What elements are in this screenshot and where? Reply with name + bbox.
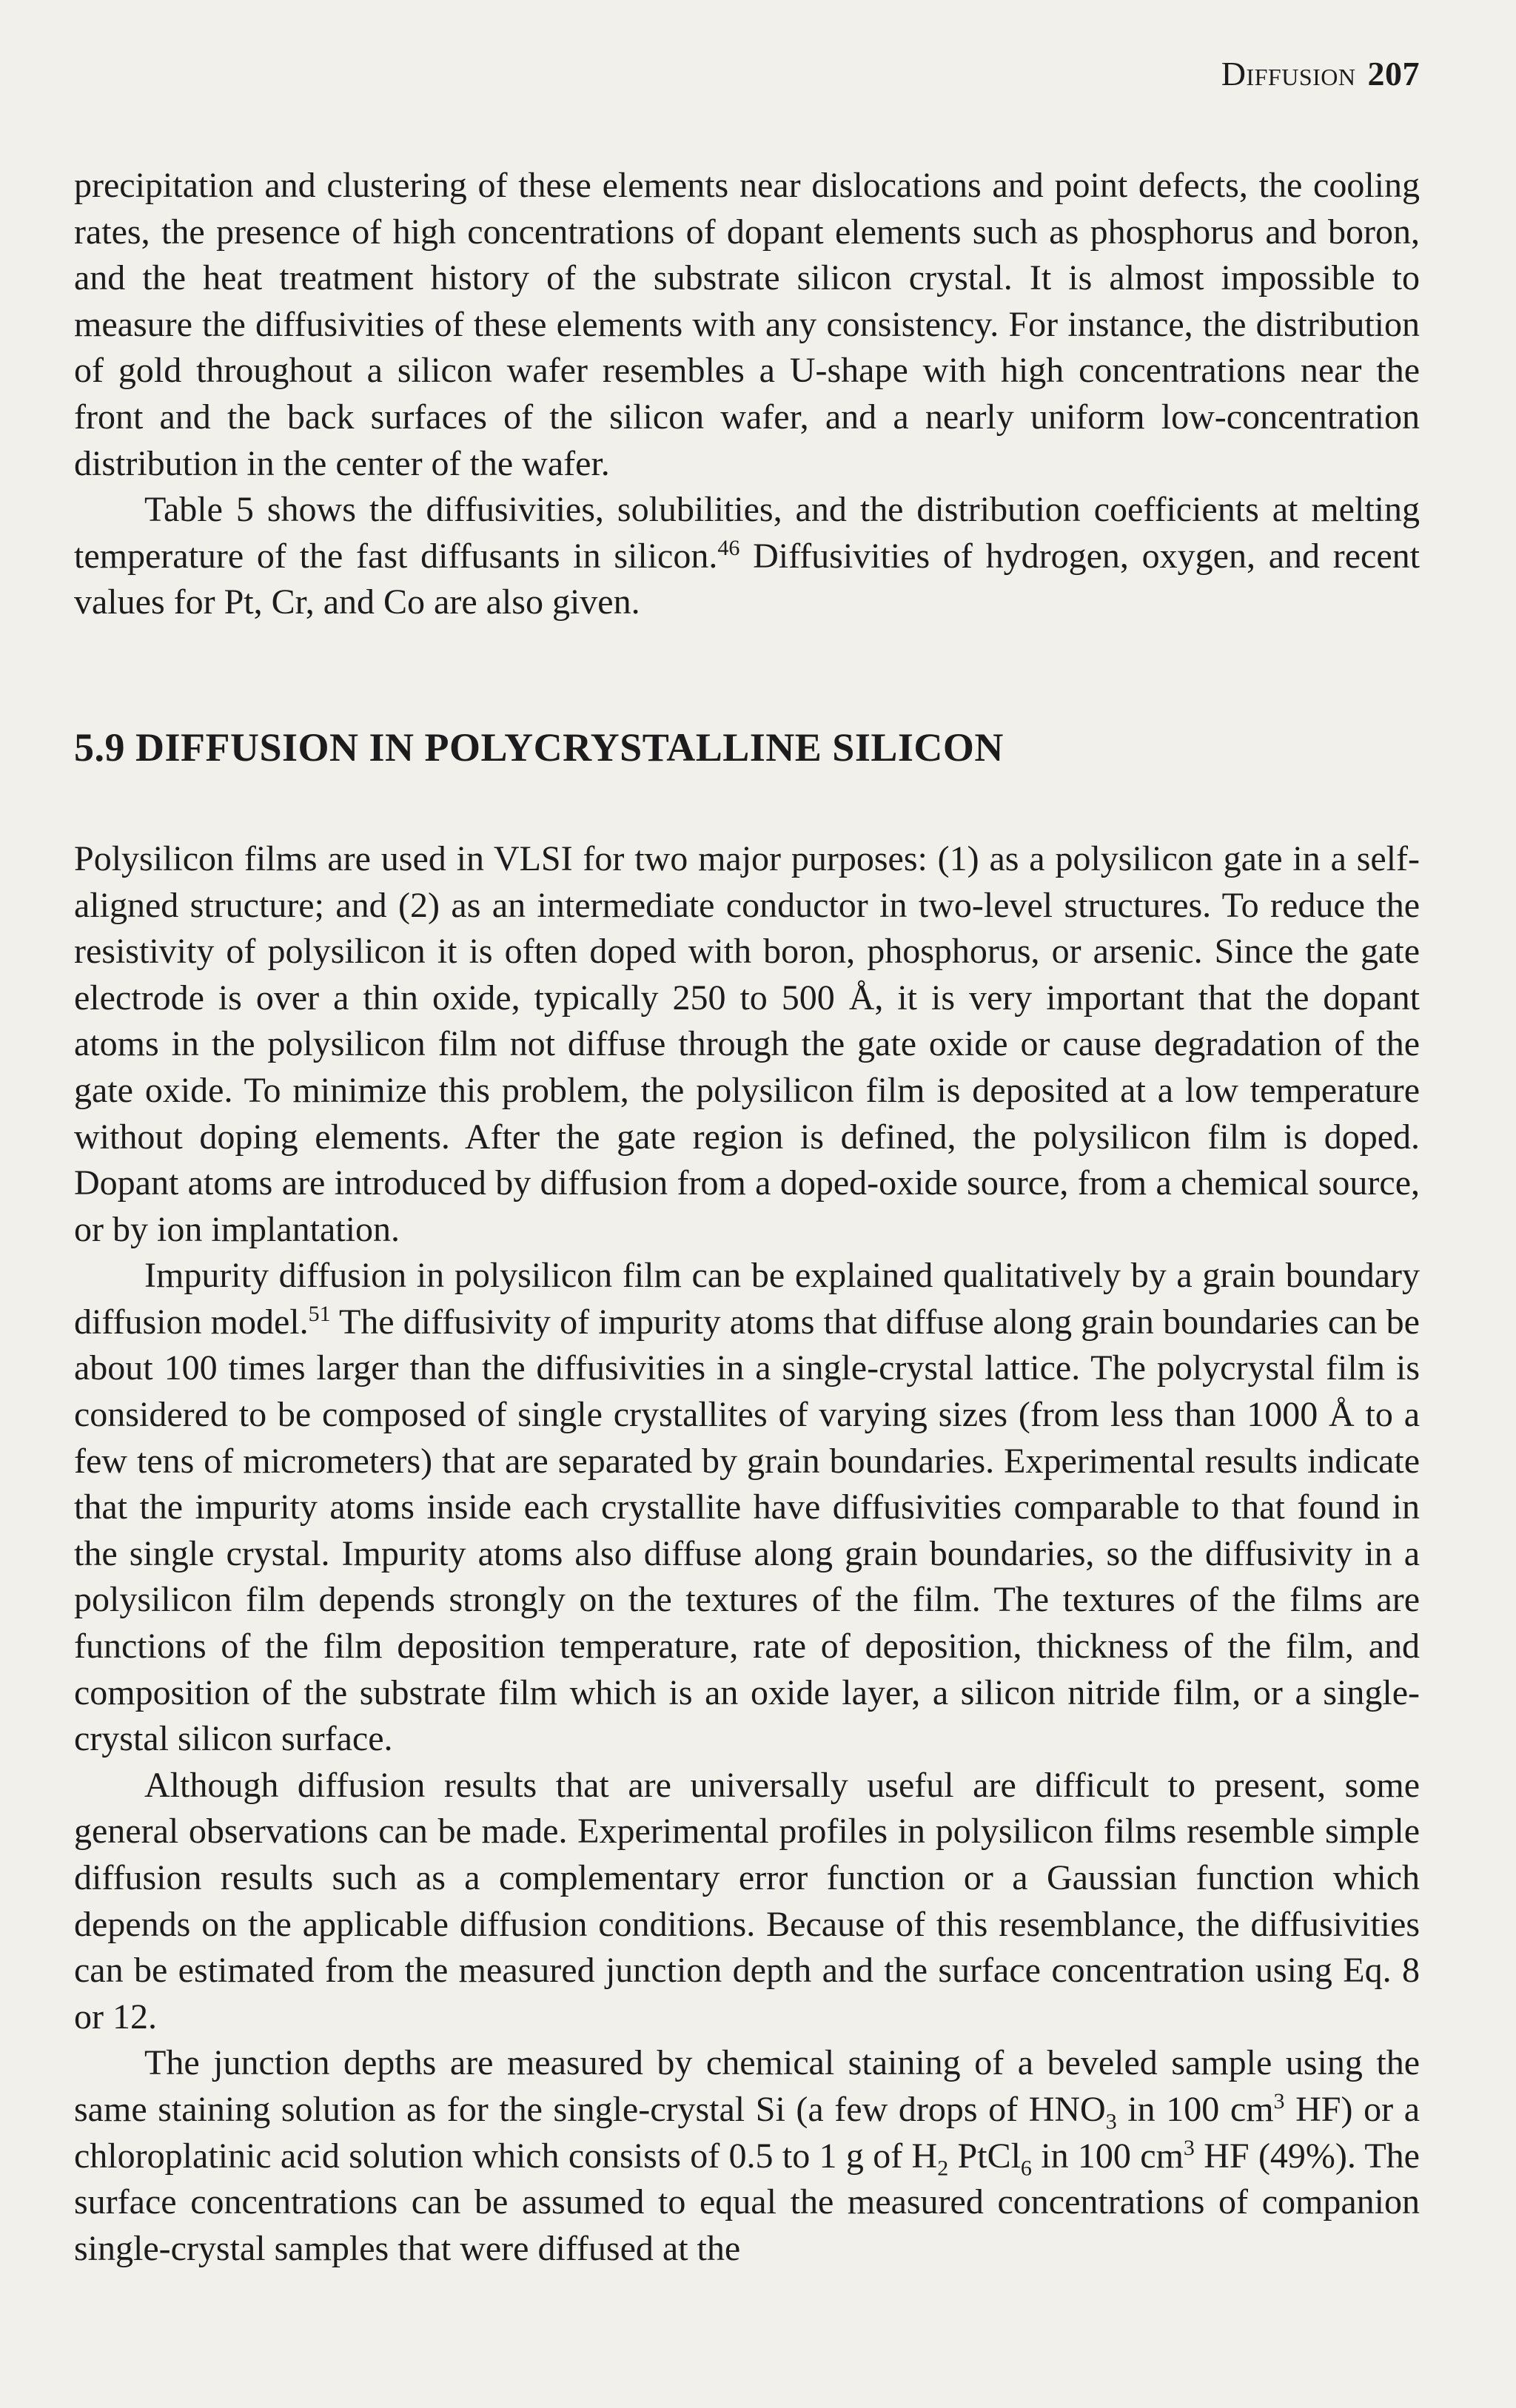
paragraph-text: in 100 cm [1116,2089,1274,2129]
paragraph: Although diffusion results that are universally useful are difficult to present, some general observations can be made. Experimental profiles in polysilicon films resemble simple diffusion results such as a complementary error function or a Gaussian function which depends on the applicable diffusion conditions. Because of this resemblance, the diffusivities can be estimated from the measured junction depth and the surface concentration using Eq. 8 or 12. [74,1765,1420,2037]
running-head-title: Diffusion [1221,55,1356,93]
paragraph-text: The junction depths are measured by chemical staining of a beveled sample using the same staining solution as for the single-crystal Si (a few drops of HNO [74,2043,1420,2129]
paragraph-text: in 100 cm [1031,2136,1184,2176]
paragraph: precipitation and clustering of these elements near dislocations and point defects, the cooling rates, the presence of high concentrations of dopant elements such as phosphorus and boron, and the heat treatment history of the substrate silicon crystal. It is almost impossible to measure the diffusivities of these elements with any consistency. For instance, the distribution of gold throughout a silicon wafer resembles a U-shape with high concentrations near the front and the back surfaces of the silicon wafer, and a nearly uniform low-concentration distribution in the center of the wafer. [74,166,1420,483]
paragraph-text: Impurity diffusion in polysilicon film can be explained qualitatively by a grain boundary diffusion model. [74,1256,1420,1342]
paragraph [74,1253,1420,1763]
paragraph-text: Diffusivities of hydrogen, oxygen, and recent values for Pt, Cr, and Co are also given. [74,536,1420,622]
page [74,52,1420,2272]
section-heading: 5.9 DIFFUSION IN POLYCRYSTALLINE SILICON [74,724,1004,770]
superscript: 3 [1273,2088,1285,2113]
paragraph-text: HF) or a chloroplatinic acid solution which consists of 0.5 to 1 g of H [74,2089,1420,2176]
superscript: 3 [1183,2135,1195,2160]
paragraph-text: Table 5 shows the diffusivities, solubilities, and the distribution coefficients at melting temperature of the fast diffusants in silicon. [74,490,1420,576]
paragraph [74,2040,1420,2272]
paragraph: Polysilicon films are used in VLSI for two major purposes: (1) as a polysilicon gate in a self-aligned structure; and (2) as an intermediate conductor in two-level structures. To reduce the resistivity of polysilicon it is often doped with boron, phosphorus, or arsenic. Since the gate electrode is over a thin oxide, typically 250 to 500 Å, it is very important that the dopant atoms in the polysilicon film not diffuse through the gate oxide or cause degradation of the gate oxide. To minimize this problem, the polysilicon film is deposited at a low temperature without doping elements. After the gate region is defined, the polysilicon film is doped. Dopant atoms are introduced by diffusion from a doped-oxide source, from a chemical source, or by ion implantation. [74,838,1420,1249]
running-head [74,52,1420,96]
paragraph [74,487,1420,626]
paragraph-text: HF (49%). The surface concentrations can be assumed to equal the measured concentrations of companion single-crystal samples that were diffused at the [74,2136,1420,2268]
subscript: 2 [937,2156,949,2181]
footnote-ref: 46 [717,535,740,560]
footnote-ref: 51 [308,1301,331,1326]
paragraph-text: PtCl [948,2136,1021,2176]
subscript: 3 [1105,2109,1117,2134]
page-number: 207 [1367,55,1420,93]
paragraph-text: The diffusivity of impurity atoms that diffuse along grain boundaries can be about 100 times larger than the diffusivities in a single-crystal lattice. The polycrystal film is considered to be composed of single crystallites of varying sizes (from less than 1000 Å to a few tens of micrometers) that are separated by grain boundaries. Experimental results indicate that the impurity atoms inside each crystallite have diffusivities comparable to that found in the single crystal. Impurity atoms also diffuse along grain boundaries, so the diffusivity in a polysilicon film depends strongly on the textures of the film. The textures of the films are functions of the film deposition temperature, rate of deposition, thickness of the film, and composition of the substrate film which is an oxide layer, a silicon nitride film, or a single-crystal silicon surface. [74,1302,1420,1759]
subscript: 6 [1020,2156,1032,2181]
